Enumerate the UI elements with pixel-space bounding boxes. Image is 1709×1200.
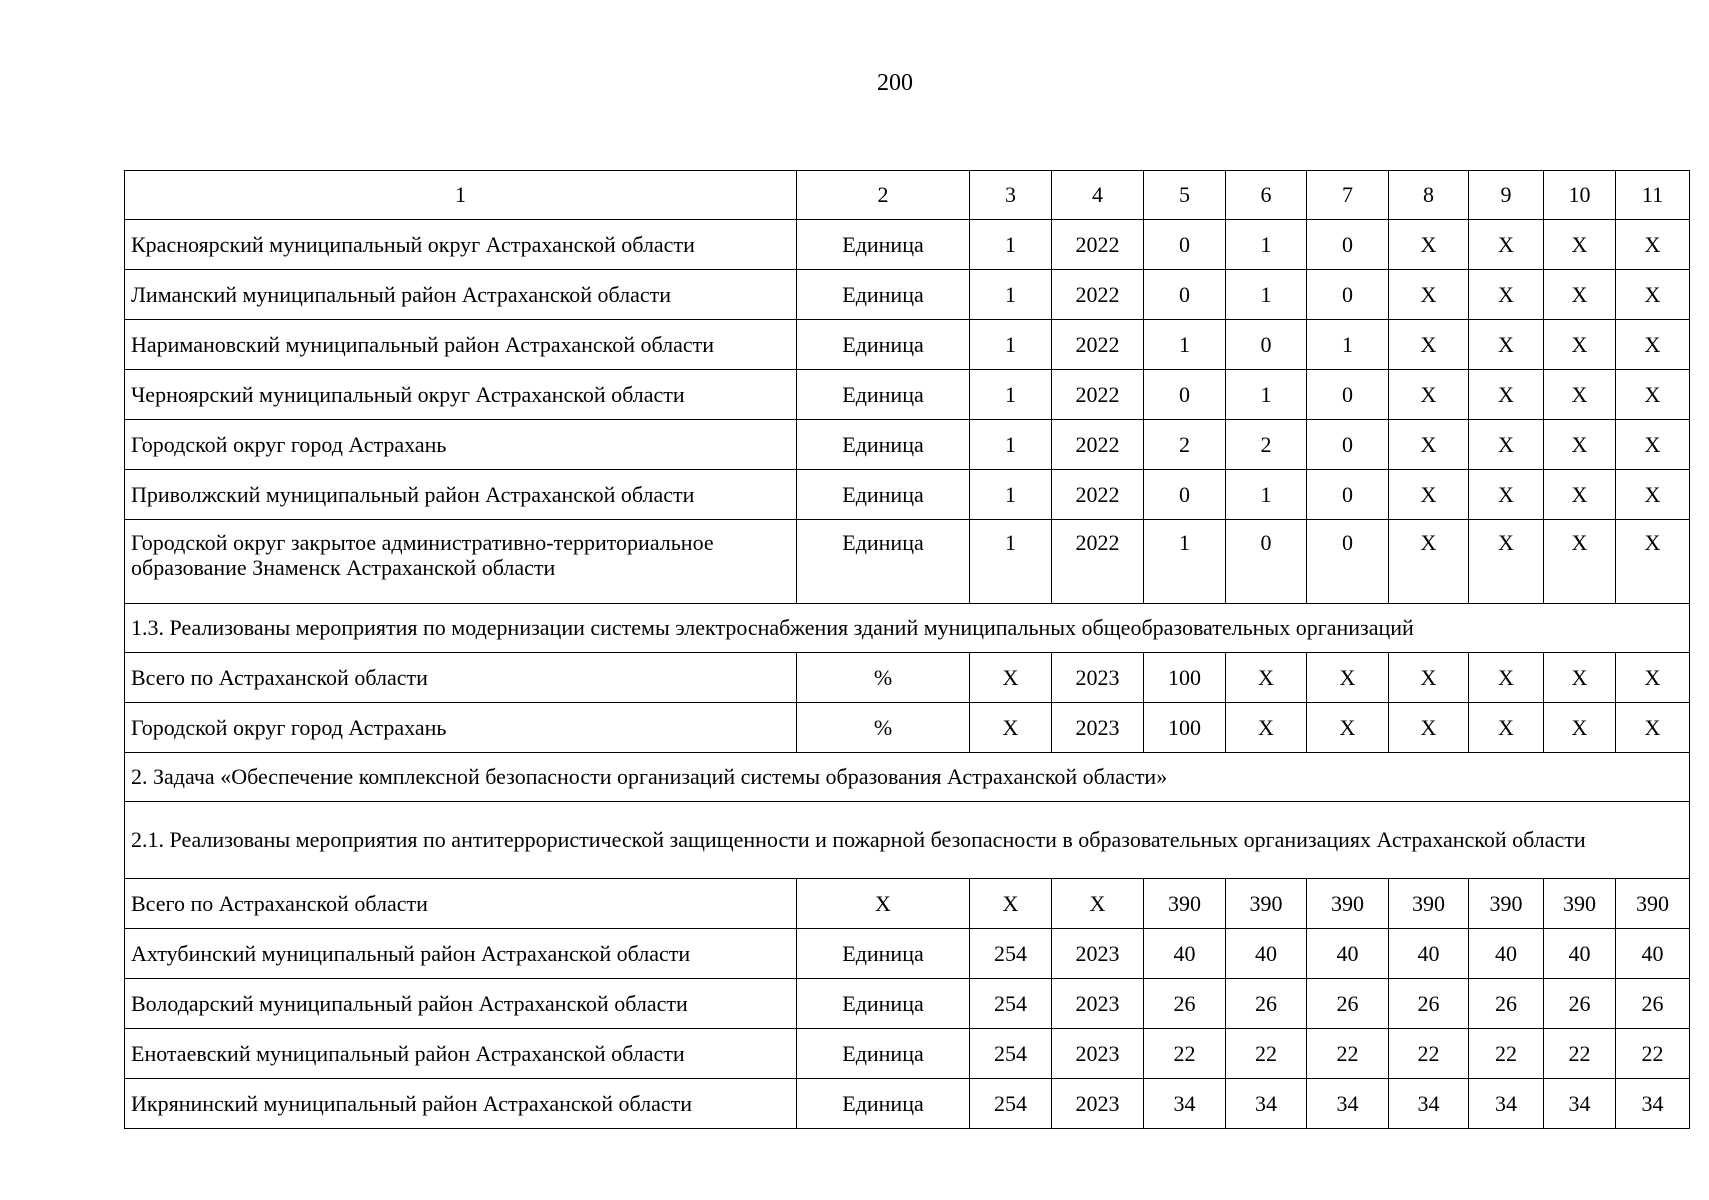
value-cell: 26 bbox=[1307, 979, 1389, 1029]
value-cell: X bbox=[1307, 703, 1389, 753]
value-cell: 22 bbox=[1544, 1029, 1616, 1079]
value-cell: X bbox=[1544, 220, 1616, 270]
table-row bbox=[125, 929, 1690, 979]
value-cell: 40 bbox=[1307, 929, 1389, 979]
unit-cell: Единица bbox=[797, 1079, 970, 1129]
value-cell: X bbox=[1389, 370, 1469, 420]
value-cell: X bbox=[1616, 370, 1690, 420]
value-cell: 1 bbox=[970, 270, 1052, 320]
value-cell: 1 bbox=[970, 370, 1052, 420]
unit-cell: Единица bbox=[797, 370, 970, 420]
value-cell: 1 bbox=[1226, 470, 1307, 520]
data-table bbox=[124, 170, 1690, 1129]
unit-cell: Единица bbox=[797, 220, 970, 270]
value-cell: X bbox=[970, 653, 1052, 703]
value-cell: 2023 bbox=[1052, 1079, 1144, 1129]
value-cell: X bbox=[1544, 370, 1616, 420]
territory-name-cell: Приволжский муниципальный район Астраханской области bbox=[125, 470, 797, 520]
value-cell: 390 bbox=[1469, 879, 1544, 929]
table-row bbox=[125, 320, 1690, 370]
table-row bbox=[125, 520, 1690, 604]
value-cell: 34 bbox=[1544, 1079, 1616, 1129]
section-row bbox=[125, 802, 1690, 879]
value-cell: 0 bbox=[1307, 220, 1389, 270]
value-cell: 1 bbox=[1307, 320, 1389, 370]
value-cell: X bbox=[1616, 520, 1690, 604]
table-row bbox=[125, 1079, 1690, 1129]
value-cell: 26 bbox=[1226, 979, 1307, 1029]
table-row bbox=[125, 470, 1690, 520]
value-cell: X bbox=[1469, 370, 1544, 420]
header-cell: 7 bbox=[1307, 171, 1389, 220]
value-cell: 40 bbox=[1544, 929, 1616, 979]
value-cell: 1 bbox=[970, 520, 1052, 604]
value-cell: X bbox=[1307, 653, 1389, 703]
value-cell: 2022 bbox=[1052, 220, 1144, 270]
value-cell: 390 bbox=[1616, 879, 1690, 929]
territory-name-cell: Володарский муниципальный район Астраханской области bbox=[125, 979, 797, 1029]
unit-cell: Единица bbox=[797, 420, 970, 470]
value-cell: 40 bbox=[1226, 929, 1307, 979]
value-cell: 1 bbox=[1144, 520, 1226, 604]
value-cell: 1 bbox=[1144, 320, 1226, 370]
value-cell: X bbox=[1389, 420, 1469, 470]
value-cell: 254 bbox=[970, 979, 1052, 1029]
value-cell: X bbox=[1389, 520, 1469, 604]
value-cell: X bbox=[1544, 320, 1616, 370]
value-cell: 26 bbox=[1616, 979, 1690, 1029]
value-cell: X bbox=[1616, 220, 1690, 270]
value-cell: 2023 bbox=[1052, 653, 1144, 703]
value-cell: 2023 bbox=[1052, 703, 1144, 753]
value-cell: X bbox=[1469, 703, 1544, 753]
table-row bbox=[125, 370, 1690, 420]
table-body bbox=[125, 171, 1690, 1129]
value-cell: 40 bbox=[1616, 929, 1690, 979]
value-cell: 22 bbox=[1389, 1029, 1469, 1079]
header-cell: 1 bbox=[125, 171, 797, 220]
territory-name-cell: Городской округ город Астрахань bbox=[125, 420, 797, 470]
value-cell: 1 bbox=[1226, 270, 1307, 320]
header-row bbox=[125, 171, 1690, 220]
unit-cell: Единица bbox=[797, 979, 970, 1029]
unit-cell: X bbox=[797, 879, 970, 929]
header-cell: 2 bbox=[797, 171, 970, 220]
value-cell: 1 bbox=[1226, 370, 1307, 420]
value-cell: 2022 bbox=[1052, 270, 1144, 320]
value-cell: X bbox=[1616, 270, 1690, 320]
value-cell: 254 bbox=[970, 1029, 1052, 1079]
section-title: 2.1. Реализованы мероприятия по антитеррористической защищенности и пожарной безопасности в образовательных организациях Астраханской области bbox=[125, 802, 1690, 879]
value-cell: 0 bbox=[1307, 420, 1389, 470]
value-cell: 2022 bbox=[1052, 470, 1144, 520]
value-cell: 0 bbox=[1307, 470, 1389, 520]
unit-cell: Единица bbox=[797, 470, 970, 520]
unit-cell: Единица bbox=[797, 320, 970, 370]
value-cell: 34 bbox=[1226, 1079, 1307, 1129]
territory-name-cell: Енотаевский муниципальный район Астраханской области bbox=[125, 1029, 797, 1079]
value-cell: 34 bbox=[1469, 1079, 1544, 1129]
value-cell: X bbox=[1616, 703, 1690, 753]
header-cell: 5 bbox=[1144, 171, 1226, 220]
value-cell: 26 bbox=[1469, 979, 1544, 1029]
value-cell: 0 bbox=[1144, 270, 1226, 320]
header-cell: 6 bbox=[1226, 171, 1307, 220]
unit-cell: Единица bbox=[797, 520, 970, 604]
value-cell: X bbox=[1226, 653, 1307, 703]
table-row bbox=[125, 979, 1690, 1029]
table-row bbox=[125, 220, 1690, 270]
value-cell: X bbox=[1544, 470, 1616, 520]
unit-cell: Единица bbox=[797, 929, 970, 979]
value-cell: 0 bbox=[1144, 220, 1226, 270]
value-cell: X bbox=[1052, 879, 1144, 929]
value-cell: 390 bbox=[1226, 879, 1307, 929]
value-cell: 1 bbox=[970, 420, 1052, 470]
value-cell: 2023 bbox=[1052, 929, 1144, 979]
value-cell: X bbox=[1616, 320, 1690, 370]
section-row bbox=[125, 604, 1690, 653]
value-cell: 26 bbox=[1544, 979, 1616, 1029]
value-cell: X bbox=[1544, 653, 1616, 703]
value-cell: X bbox=[1389, 653, 1469, 703]
value-cell: 1 bbox=[970, 220, 1052, 270]
value-cell: 22 bbox=[1307, 1029, 1389, 1079]
section-title: 2. Задача «Обеспечение комплексной безопасности организаций системы образования Астраханской области» bbox=[125, 753, 1690, 802]
value-cell: 390 bbox=[1144, 879, 1226, 929]
value-cell: 390 bbox=[1307, 879, 1389, 929]
value-cell: 2022 bbox=[1052, 370, 1144, 420]
value-cell: X bbox=[1389, 703, 1469, 753]
value-cell: 1 bbox=[970, 320, 1052, 370]
value-cell: 0 bbox=[1307, 270, 1389, 320]
value-cell: X bbox=[1469, 270, 1544, 320]
value-cell: X bbox=[1616, 470, 1690, 520]
value-cell: X bbox=[1469, 320, 1544, 370]
territory-name-cell: Лиманский муниципальный район Астраханской области bbox=[125, 270, 797, 320]
value-cell: X bbox=[1616, 653, 1690, 703]
territory-name-cell: Городской округ закрытое административно-территориальное образование Знаменск Астраханской области bbox=[125, 520, 797, 604]
header-cell: 10 bbox=[1544, 171, 1616, 220]
value-cell: 2022 bbox=[1052, 420, 1144, 470]
value-cell: 254 bbox=[970, 1079, 1052, 1129]
value-cell: 2023 bbox=[1052, 1029, 1144, 1079]
value-cell: 0 bbox=[1307, 520, 1389, 604]
territory-name-cell: Черноярский муниципальный округ Астраханской области bbox=[125, 370, 797, 420]
table-row bbox=[125, 420, 1690, 470]
value-cell: X bbox=[1544, 703, 1616, 753]
header-cell: 11 bbox=[1616, 171, 1690, 220]
unit-cell: % bbox=[797, 703, 970, 753]
value-cell: 0 bbox=[1226, 320, 1307, 370]
value-cell: 22 bbox=[1616, 1029, 1690, 1079]
territory-name-cell: Красноярский муниципальный округ Астраханской области bbox=[125, 220, 797, 270]
value-cell: 2022 bbox=[1052, 520, 1144, 604]
value-cell: X bbox=[1389, 320, 1469, 370]
value-cell: 22 bbox=[1226, 1029, 1307, 1079]
value-cell: 0 bbox=[1307, 370, 1389, 420]
territory-name-cell: Наримановский муниципальный район Астраханской области bbox=[125, 320, 797, 370]
unit-cell: % bbox=[797, 653, 970, 703]
value-cell: 100 bbox=[1144, 703, 1226, 753]
value-cell: X bbox=[1469, 470, 1544, 520]
value-cell: X bbox=[1544, 420, 1616, 470]
header-cell: 4 bbox=[1052, 171, 1144, 220]
value-cell: X bbox=[970, 879, 1052, 929]
value-cell: 40 bbox=[1144, 929, 1226, 979]
value-cell: 34 bbox=[1144, 1079, 1226, 1129]
header-cell: 3 bbox=[970, 171, 1052, 220]
value-cell: X bbox=[1469, 420, 1544, 470]
page-number: 200 bbox=[877, 70, 913, 96]
value-cell: 0 bbox=[1144, 370, 1226, 420]
value-cell: X bbox=[1544, 270, 1616, 320]
table-row bbox=[125, 653, 1690, 703]
value-cell: X bbox=[1616, 420, 1690, 470]
value-cell: X bbox=[1469, 653, 1544, 703]
value-cell: 1 bbox=[1226, 220, 1307, 270]
value-cell: X bbox=[1226, 703, 1307, 753]
value-cell: 390 bbox=[1389, 879, 1469, 929]
value-cell: 2023 bbox=[1052, 979, 1144, 1029]
value-cell: 40 bbox=[1389, 929, 1469, 979]
section-row bbox=[125, 753, 1690, 802]
header-cell: 8 bbox=[1389, 171, 1469, 220]
section-title: 1.3. Реализованы мероприятия по модернизации системы электроснабжения зданий муниципальных общеобразовательных организаций bbox=[125, 604, 1690, 653]
value-cell: 2 bbox=[1226, 420, 1307, 470]
value-cell: 22 bbox=[1469, 1029, 1544, 1079]
territory-name-cell: Ахтубинский муниципальный район Астраханской области bbox=[125, 929, 797, 979]
value-cell: 26 bbox=[1144, 979, 1226, 1029]
territory-name-cell: Всего по Астраханской области bbox=[125, 653, 797, 703]
value-cell: X bbox=[1544, 520, 1616, 604]
table-row bbox=[125, 879, 1690, 929]
value-cell: X bbox=[1389, 270, 1469, 320]
territory-name-cell: Всего по Астраханской области bbox=[125, 879, 797, 929]
value-cell: 0 bbox=[1144, 470, 1226, 520]
table-row bbox=[125, 703, 1690, 753]
header-cell: 9 bbox=[1469, 171, 1544, 220]
table-row bbox=[125, 270, 1690, 320]
value-cell: X bbox=[1389, 470, 1469, 520]
value-cell: 34 bbox=[1307, 1079, 1389, 1129]
value-cell: 40 bbox=[1469, 929, 1544, 979]
value-cell: 390 bbox=[1544, 879, 1616, 929]
value-cell: 254 bbox=[970, 929, 1052, 979]
value-cell: 2022 bbox=[1052, 320, 1144, 370]
value-cell: 34 bbox=[1389, 1079, 1469, 1129]
value-cell: 34 bbox=[1616, 1079, 1690, 1129]
value-cell: X bbox=[1469, 220, 1544, 270]
value-cell: 22 bbox=[1144, 1029, 1226, 1079]
unit-cell: Единица bbox=[797, 1029, 970, 1079]
unit-cell: Единица bbox=[797, 270, 970, 320]
value-cell: X bbox=[970, 703, 1052, 753]
value-cell: 1 bbox=[970, 470, 1052, 520]
value-cell: 2 bbox=[1144, 420, 1226, 470]
value-cell: 0 bbox=[1226, 520, 1307, 604]
territory-name-cell: Икрянинский муниципальный район Астраханской области bbox=[125, 1079, 797, 1129]
value-cell: 26 bbox=[1389, 979, 1469, 1029]
territory-name-cell: Городской округ город Астрахань bbox=[125, 703, 797, 753]
value-cell: X bbox=[1389, 220, 1469, 270]
value-cell: 100 bbox=[1144, 653, 1226, 703]
value-cell: X bbox=[1469, 520, 1544, 604]
table-row bbox=[125, 1029, 1690, 1079]
